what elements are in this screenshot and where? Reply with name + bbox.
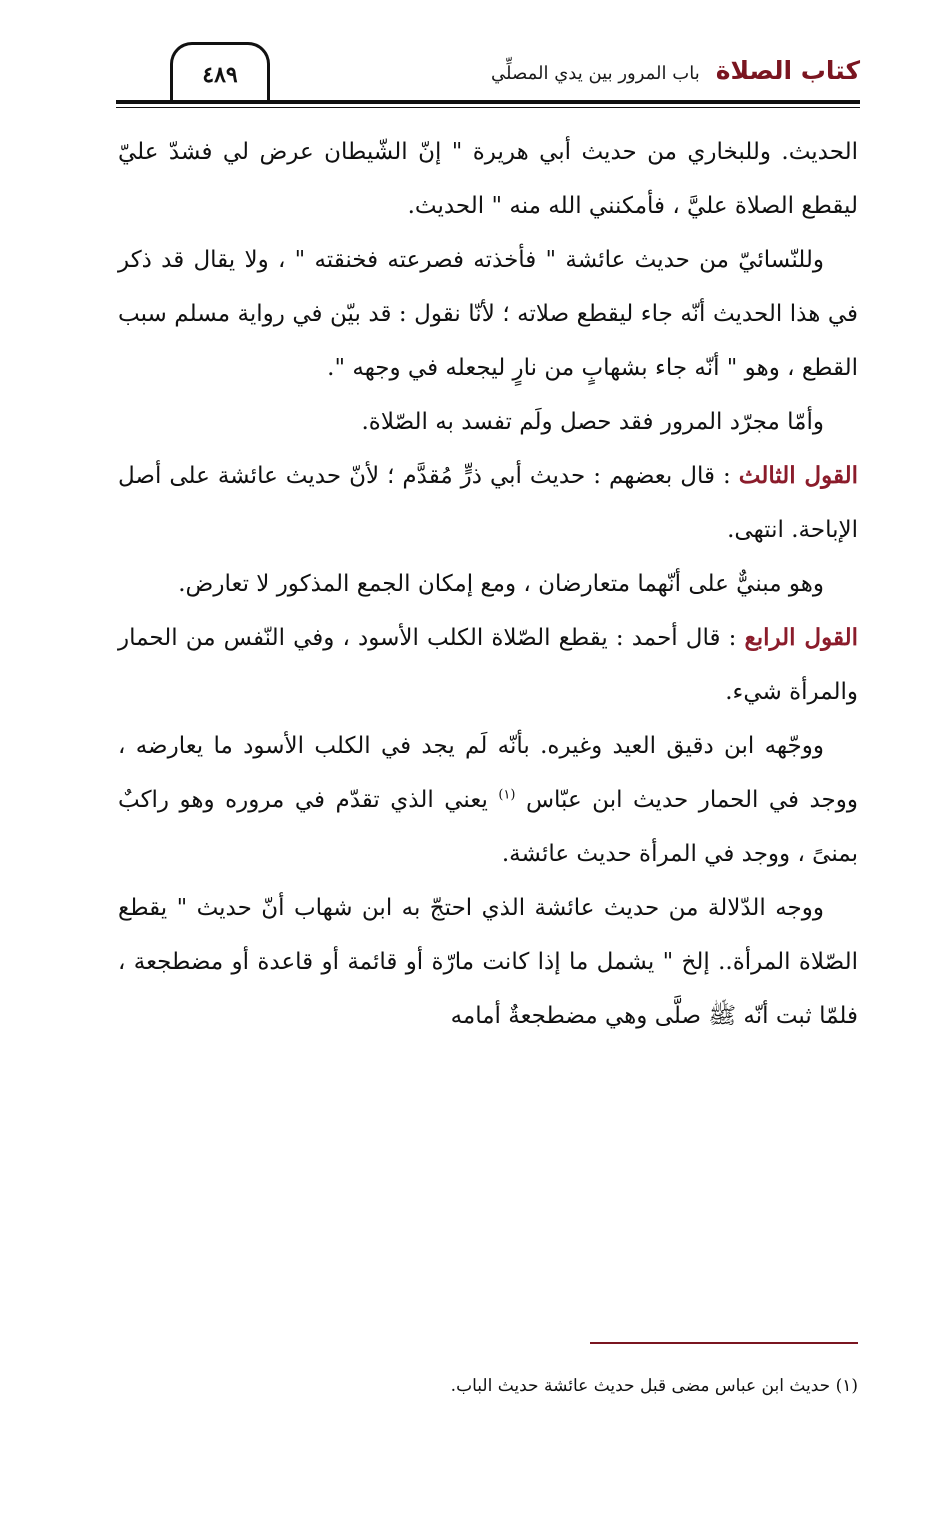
chapter-title: باب المرور بين يدي المصلِّي <box>491 63 700 84</box>
page-number-box <box>170 42 270 104</box>
paragraph-8: ووجه الدّلالة من حديث عائشة الذي احتجّ به ابن شهاب أنّ حديث " يقطع الصّلاة المرأة.. إلخ " يشمل ما إذا كانت مارّة أو قائمة أو قاعدة أو مضطجعة ، فلمّا ثبت أنّه ﷺ صلَّى وهي مضطجعةٌ أمامه <box>118 895 858 1029</box>
paragraph-7-text-b: يعني الذي تقدّم في مروره وهو راكبٌ بمنىً ، ووجد في المرأة حديث عائشة. <box>118 787 858 867</box>
paragraph-3: وأمّا مجرّد المرور فقد حصل ولَم تفسد به الصّلاة. <box>361 409 824 435</box>
header-rule <box>116 100 860 104</box>
fourth-opinion-heading: القول الرابع <box>744 624 858 651</box>
paragraph-7-text-a: ووجّهه ابن دقيق العيد وغيره. بأنّه لَم يجد في الكلب الأسود ما يعارضه ، ووجد في الحمار حديث ابن عبّاس <box>118 733 858 813</box>
paragraph-4-text: : قال بعضهم : حديث أبي ذرٍّ مُقدَّم ؛ لأنّ حديث عائشة على أصل الإباحة. انتهى. <box>118 463 858 543</box>
header-titles <box>491 56 860 85</box>
page-number: ٤٨٩ <box>202 61 238 88</box>
paragraph-4 <box>118 449 858 557</box>
third-opinion-heading: القول الثالث <box>738 462 858 489</box>
footnote-separator <box>590 1342 858 1344</box>
page-header <box>116 42 860 108</box>
paragraph-6-text: : قال أحمد : يقطع الصّلاة الكلب الأسود ، وفي النّفس من الحمار والمرأة شيء. <box>118 625 858 705</box>
header-rule-secondary <box>116 107 860 108</box>
paragraph-2: وللنّسائيّ من حديث عائشة " فأخذته فصرعته فخنقته " ، ولا يقال قد ذكر في هذا الحديث أنّه جاء ليقطع صلاته ؛ لأنّا نقول : قد بيّن في رواية مسلم سبب القطع ، وهو " أنّه جاء بشهابٍ من نارٍ ليجعله في وجهه ". <box>118 247 858 381</box>
paragraph-7 <box>118 719 858 881</box>
footnotes <box>118 1372 858 1400</box>
footnote-1: (١) حديث ابن عباس مضى قبل حديث عائشة حديث الباب. <box>450 1376 858 1396</box>
paragraph-5: وهو مبنيٌّ على أنّهما متعارضان ، ومع إمكان الجمع المذكور لا تعارض. <box>178 571 824 597</box>
paragraph-1: الحديث. وللبخاري من حديث أبي هريرة " إنّ الشّيطان عرض لي فشدّ عليّ ليقطع الصلاة عليَّ ، فأمكنني الله منه " الحديث. <box>118 139 858 219</box>
main-text <box>118 125 858 1043</box>
footnote-reference[interactable]: (١) <box>498 787 516 803</box>
paragraph-6 <box>118 611 858 719</box>
book-title: كتاب الصلاة <box>715 56 860 85</box>
